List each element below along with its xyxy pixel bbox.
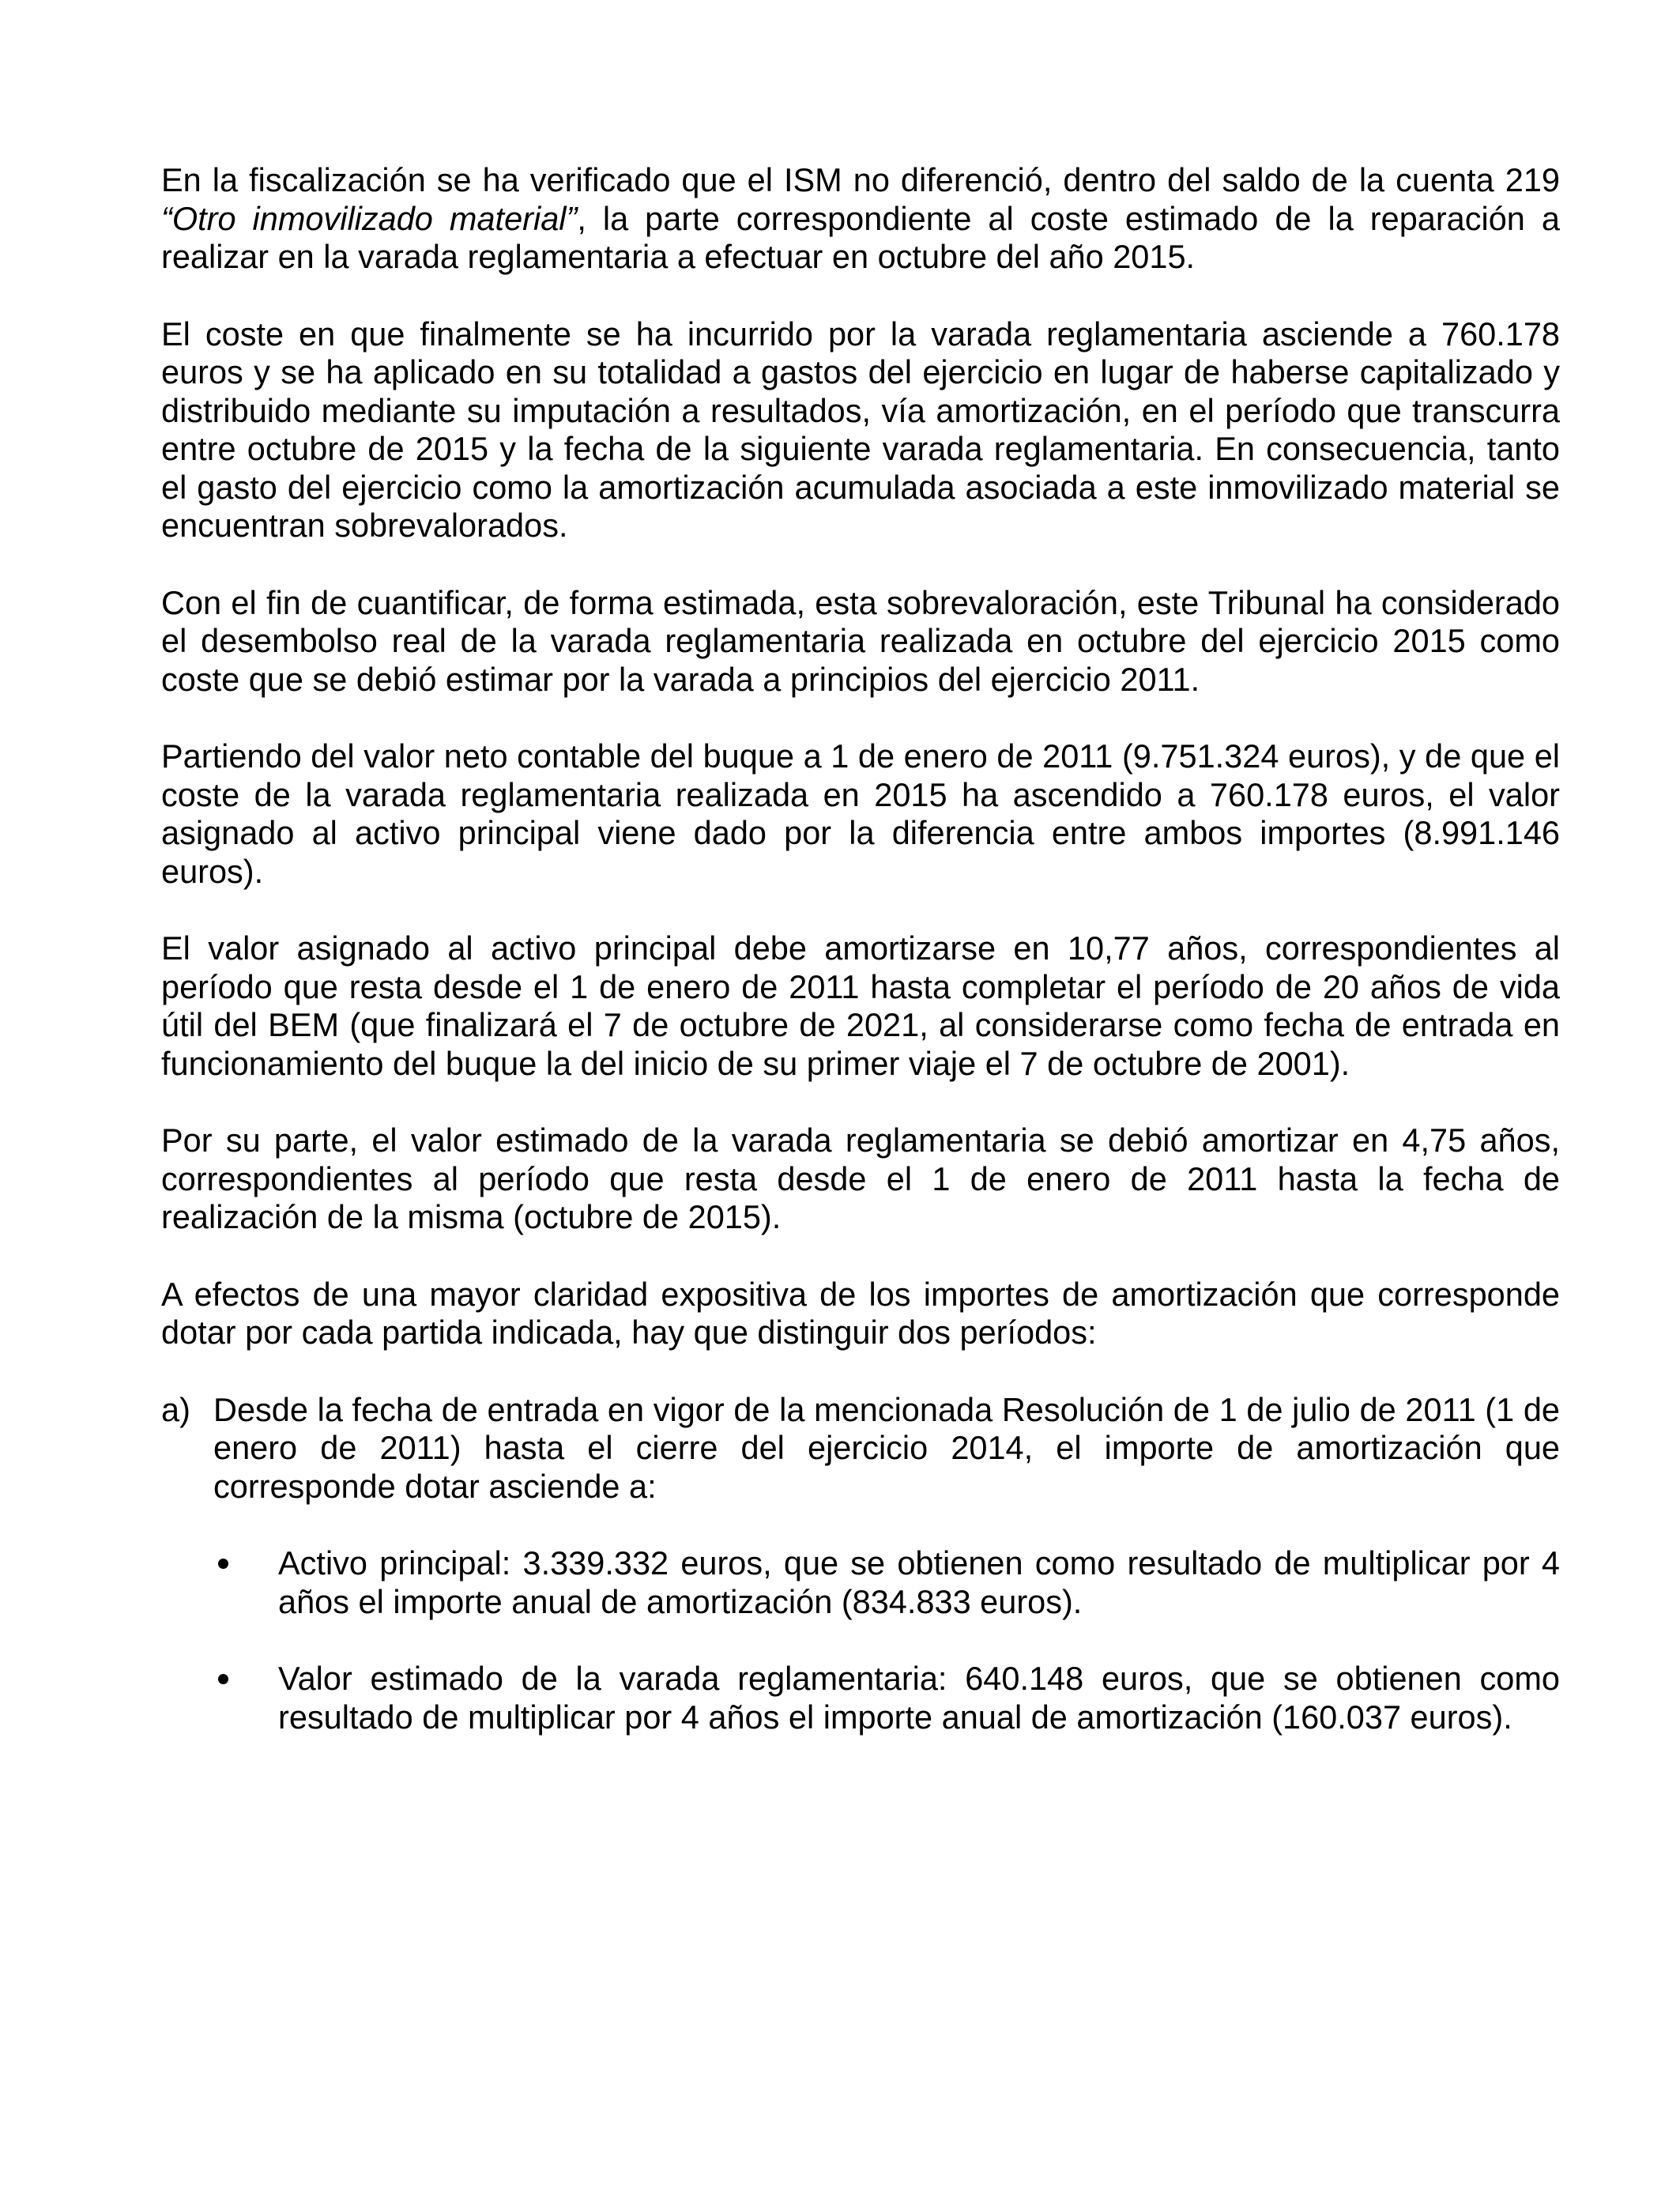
paragraph-1-text-start: En la fiscalización se ha verificado que el ISM no diferenció, dentro del saldo de la cuenta 219 — [161, 161, 1560, 198]
bullet-item-main-asset — [161, 1544, 1560, 1621]
paragraph-cost-incurred: El coste en que finalmente se ha incurrido por la varada reglamentaria asciende a 760.178 euros y se ha aplicado en su totalidad a gastos del ejercicio en lugar de haberse capitalizado y distribuido mediante su imputación a resultados, vía amortización, en el período que transcurra entre octubre de 2015 y la fecha de la siguiente varada reglamentaria. En consecuencia, tanto el gasto del ejercicio como la amortización acumulada asociada a este inmovilizado material se encuentran sobrevalorados. — [161, 315, 1560, 544]
list-item-period-a — [161, 1391, 1560, 1506]
bullet-item-drydock-value — [161, 1660, 1560, 1736]
bullet-icon — [213, 1660, 278, 1736]
paragraph-quantify-overvaluation: Con el fin de cuantificar, de forma estimada, esta sobrevaloración, este Tribunal ha considerado el desembolso real de la varada reglamentaria realizada en octubre del ejercicio 2015 como coste que se debió estimar por la varada a principios del ejercicio 2011. — [161, 583, 1560, 698]
bullet-text: Valor estimado de la varada reglamentaria: 640.148 euros, que se obtienen como resultado de multiplicar por 4 años el importe anual de amortización (160.037 euros). — [278, 1660, 1560, 1736]
list-item-text: Desde la fecha de entrada en vigor de la mencionada Resolución de 1 de julio de 2011 (1 de enero de 2011) hasta el cierre del ejercicio 2014, el importe de amortización que corresponde dotar asciende a: — [213, 1390, 1560, 1505]
account-name-italic: “Otro inmovilizado material” — [161, 199, 578, 237]
list-marker: a) — [161, 1390, 190, 1428]
paragraph-account-219 — [161, 161, 1560, 277]
document-page — [161, 161, 1560, 1775]
paragraph-1-text-end: , la parte correspondiente al coste estimado de la reparación a realizar en la varada reglamentaria a efectuar en octubre del año 2015. — [161, 199, 1560, 275]
bullet-icon — [213, 1544, 278, 1621]
bullet-text: Activo principal: 3.339.332 euros, que se obtienen como resultado de multiplicar por 4 años el importe anual de amortización (834.833 euros). — [278, 1544, 1560, 1620]
paragraph-net-book-value: Partiendo del valor neto contable del buque a 1 de enero de 2011 (9.751.324 euros), y de que el coste de la varada reglamentaria realizada en 2015 ha ascendido a 760.178 euros, el valor asignado al activo principal viene dado por la diferencia entre ambos importes (8.991.146 euros). — [161, 737, 1560, 890]
paragraph-drydock-amortization: Por su parte, el valor estimado de la varada reglamentaria se debió amortizar en 4,75 años, correspondientes al período que resta desde el 1 de enero de 2011 hasta la fecha de realización de la misma (octubre de 2015). — [161, 1122, 1560, 1235]
paragraph-two-periods: A efectos de una mayor claridad expositiva de los importes de amortización que corresponde dotar por cada partida indicada, hay que distinguir dos períodos: — [161, 1275, 1560, 1351]
paragraph-main-asset-amortization: El valor asignado al activo principal debe amortizarse en 10,77 años, correspondientes al período que resta desde el 1 de enero de 2011 hasta completar el período de 20 años de vida útil del BEM (que finalizará el 7 de octubre de 2021, al considerarse como fecha de entrada en funcionamiento del buque la del inicio de su primer viaje el 7 de octubre de 2001). — [161, 929, 1560, 1082]
